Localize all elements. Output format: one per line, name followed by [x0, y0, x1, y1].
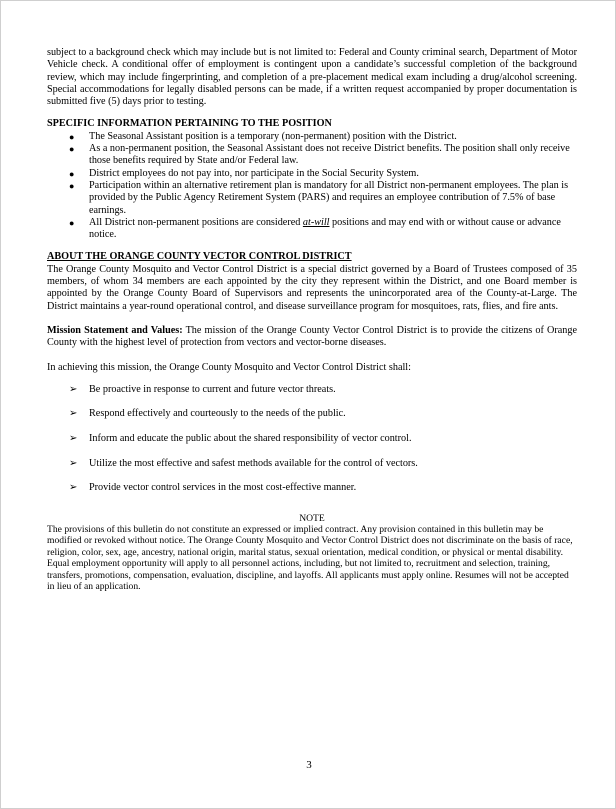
- list-item: [47, 217, 577, 242]
- list-item-text: [89, 217, 561, 240]
- arrow-bullet-icon: ➢: [69, 433, 78, 445]
- list-item: [47, 168, 577, 180]
- arrow-bullet-icon: ➢: [69, 457, 78, 469]
- about-paragraph: The Orange County Mosquito and Vector Control District is a special district governed by a Board of Trustees composed of 35 members, of whom 34 members are each appointed by the city they represent within the District, and one Board member is appointed by the Orange County Board of Supervisors and represents the unincorporated area of the County-at-Large. The District maintains a year-round operational control, and disease surveillance program for mosquitoes, rats, flies, and fire ants.: [47, 263, 577, 312]
- at-will-emphasis: at-will: [302, 216, 330, 228]
- mission-label: Mission Statement and Values:: [47, 324, 183, 336]
- arrow-bullet-icon: ➢: [69, 383, 78, 395]
- note-body: The provisions of this bulletin do not constitute an expressed or implied contract. Any provision contained in this bulletin may be modified or revoked without notice. The Orange County Mosquito and Vector Control District does not discriminate on the basis of race, religion, color, sex, age, ancestry, national origin, marital status, sexual orientation, medical condition, or physical or mental disability. Equal employment opportunity will apply to all personnel actions, including, but not limited to, recruitment and selection, training, transfers, promotions, compensation, evaluation, discipline, and layoffs. All applicants must apply online. Resumes will not be accepted in lieu of an application.: [47, 523, 573, 592]
- bullet-icon: ●: [69, 168, 75, 179]
- note-title: NOTE: [299, 512, 325, 524]
- bullet-icon: ●: [69, 131, 75, 142]
- list-item: [47, 143, 577, 168]
- list-item-text: The Seasonal Assistant position is a temporary (non-permanent) position with the District.: [89, 130, 457, 142]
- mission-paragraph: [47, 325, 577, 350]
- at-will-suffix: positions and may end with or without cause or advance notice.: [89, 216, 561, 241]
- list-item-text: Be proactive in response to current and future vector threats.: [89, 383, 336, 395]
- mission-points-list: [47, 384, 577, 495]
- intro-paragraph: subject to a background check which may include but is not limited to: Federal and County criminal search, Department of Motor Vehicle check. A conditional offer of employment is contingent upon a candidate’s successful completion of the background review, which may include fingerprinting, and completion of a pre-placement medical exam including a drug/alcohol screening. Special accommodations for legally disabled persons can be made, if a written request accompanied by proper documentation is submitted five (5) days prior to testing.: [47, 47, 577, 108]
- list-item: [47, 384, 577, 396]
- page-content: [47, 47, 577, 592]
- at-will-prefix: All District non-permanent positions are considered: [89, 216, 303, 228]
- mission-text: The mission of the Orange County Vector Control District is to provide the citizens of Orange County with the highest level of protection from vectors and vector-borne diseases.: [47, 324, 577, 349]
- page-number: 3: [306, 759, 312, 771]
- list-item: [47, 433, 577, 445]
- list-item: [47, 458, 577, 470]
- about-heading: ABOUT THE ORANGE COUNTY VECTOR CONTROL DISTRICT: [47, 251, 352, 263]
- specific-info-heading: SPECIFIC INFORMATION PERTAINING TO THE POSITION: [47, 118, 332, 130]
- arrow-bullet-icon: ➢: [69, 408, 78, 420]
- list-item-text: Inform and educate the public about the shared responsibility of vector control.: [89, 433, 412, 445]
- list-item-text: Utilize the most effective and safest methods available for the control of vectors.: [89, 457, 418, 469]
- achieving-intro: In achieving this mission, the Orange County Mosquito and Vector Control District shall:: [47, 361, 411, 373]
- list-item-text: District employees do not pay into, nor participate in the Social Security System.: [89, 167, 419, 179]
- list-item: [47, 180, 577, 217]
- bullet-icon: ●: [69, 144, 75, 155]
- bullet-icon: ●: [69, 180, 75, 191]
- list-item-text: Respond effectively and courteously to the needs of the public.: [89, 408, 346, 420]
- list-item-text: As a non-permanent position, the Seasonal Assistant does not receive District benefits. The position shall only receive those benefits required by State and/or Federal law.: [89, 143, 570, 167]
- specific-info-list: [47, 131, 577, 242]
- list-item-text: Provide vector control services in the most cost-effective manner.: [89, 482, 357, 494]
- list-item: [47, 482, 577, 494]
- bullet-icon: ●: [69, 217, 75, 228]
- list-item: [47, 131, 577, 143]
- list-item: [47, 408, 577, 420]
- list-item-text: Participation within an alternative retirement plan is mandatory for all District non-permanent employees. The plan is provided by the Public Agency Retirement System (PARS) and requires an employee contribution of 7.5% of base earnings.: [89, 179, 569, 216]
- arrow-bullet-icon: ➢: [69, 482, 78, 494]
